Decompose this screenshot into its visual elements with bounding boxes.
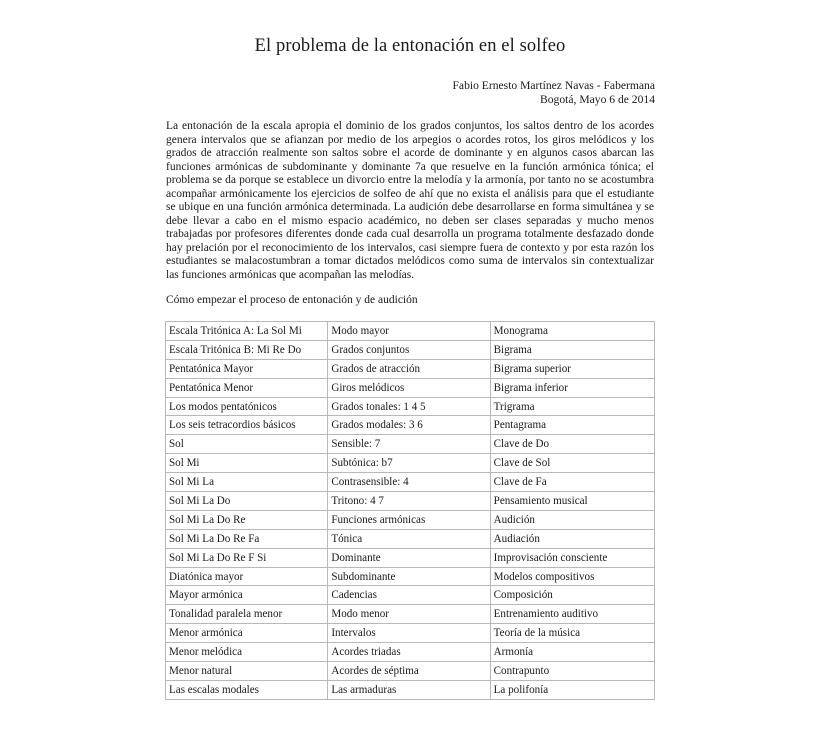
table-row [166,567,655,586]
date-line: Bogotá, Mayo 6 de 2014 [540,93,655,106]
table-cell-col2: Intervalos [328,624,490,643]
table-row [166,586,655,605]
table-cell-col1: Diatónica mayor [166,567,328,586]
table-cell-col1: Menor natural [166,662,328,681]
table-cell-col1: Sol Mi La Do Re [166,510,328,529]
table-row [166,643,655,662]
table-cell-col2: Grados conjuntos [328,340,490,359]
table-cell-col1: Mayor armónica [166,586,328,605]
table-cell-col3: Clave de Fa [490,473,654,492]
table-cell-col1: Sol Mi La Do Re Fa [166,529,328,548]
table-cell-col1: Sol Mi La [166,473,328,492]
table-row [166,359,655,378]
table-cell-col3: La polifonía [490,680,654,699]
table-cell-col3: Pensamiento musical [490,492,654,511]
table-cell-col1: Escala Tritónica B: Mi Re Do [166,340,328,359]
table-row [166,662,655,681]
table-row [166,624,655,643]
table-cell-col2: Modo mayor [328,322,490,341]
table-cell-col2: Subdominante [328,567,490,586]
topics-table-body [166,322,655,700]
table-row [166,340,655,359]
table-cell-col2: Contrasensible: 4 [328,473,490,492]
table-cell-col1: Los seis tetracordios básicos [166,416,328,435]
table-cell-col3: Improvisación consciente [490,548,654,567]
table-row [166,473,655,492]
table-cell-col1: Menor armónica [166,624,328,643]
author-block [452,79,655,107]
table-row [166,454,655,473]
table-cell-col2: Tritono: 4 7 [328,492,490,511]
table-row [166,416,655,435]
table-row [166,548,655,567]
table-cell-col3: Pentagrama [490,416,654,435]
table-cell-col2: Acordes de séptima [328,662,490,681]
table-cell-col1: Sol Mi La Do [166,492,328,511]
author-line: Fabio Ernesto Martínez Navas - Fabermana [452,79,655,92]
table-row [166,510,655,529]
table-cell-col2: Grados tonales: 1 4 5 [328,397,490,416]
table-cell-col1: Los modos pentatónicos [166,397,328,416]
table-cell-col3: Teoría de la música [490,624,654,643]
table-cell-col3: Modelos compositivos [490,567,654,586]
table-cell-col1: Menor melódica [166,643,328,662]
table-row [166,680,655,699]
table-cell-col2: Subtónica: b7 [328,454,490,473]
body-paragraph: La entonación de la escala apropia el dominio de los grados conjuntos, los saltos dentro de los acordes genera intervalos que se afianzan por medio de los arpegios o acordes rotos, los giros melódicos y los grados de atracción realmente son saltos sobre el acorde de dominante y en algunos casos abarcan las funciones armónicas de subdominante y dominante 7a que resuelve en la función armónica tónica; el problema se da porque se establece un divorcio entre la melodía y la armonía, por tanto no se acostumbra acompañar armónicamente los ejercicios de solfeo de ahí que no exista el análisis para que el estudiante se ubique en una función armónica determinada. La audición debe desarrollarse en forma simultánea y se debe llevar a cabo en el mismo espacio académico, no deben ser clases separadas y mucho menos trabajadas por profesores diferentes donde cada cual desarrolla un programa totalmente desfazado donde hay prelación por el reconocimiento de los intervalos, casi siempre fuera de contexto y por esta razón los estudiantes se malacostumbran a tomar dictados melódicos como suma de intervalos sin contextualizar las funciones armónicas que acompañan las melodías. [166,120,654,282]
table-cell-col3: Clave de Sol [490,454,654,473]
table-cell-col2: Grados de atracción [328,359,490,378]
table-cell-col3: Audición [490,510,654,529]
table-cell-col3: Bigrama inferior [490,378,654,397]
table-cell-col3: Trigrama [490,397,654,416]
document-title: El problema de la entonación en el solfeo [254,36,566,56]
table-cell-col3: Bigrama [490,340,654,359]
table-cell-col3: Monograma [490,322,654,341]
table-cell-col1: Sol Mi [166,454,328,473]
table-cell-col3: Bigrama superior [490,359,654,378]
table-cell-col2: Modo menor [328,605,490,624]
table-cell-col1: Pentatónica Menor [166,378,328,397]
table-row [166,322,655,341]
table-cell-col1: Tonalidad paralela menor [166,605,328,624]
table-row [166,378,655,397]
table-cell-col2: Las armaduras [328,680,490,699]
table-row [166,605,655,624]
table-cell-col3: Armonía [490,643,654,662]
table-cell-col2: Cadencias [328,586,490,605]
table-cell-col2: Tónica [328,529,490,548]
table-cell-col2: Giros melódicos [328,378,490,397]
table-cell-col1: Pentatónica Mayor [166,359,328,378]
table-cell-col3: Entrenamiento auditivo [490,605,654,624]
table-intro: Cómo empezar el proceso de entonación y de audición [166,294,418,306]
table-cell-col3: Contrapunto [490,662,654,681]
table-cell-col1: Sol Mi La Do Re F Si [166,548,328,567]
table-cell-col1: Escala Tritónica A: La Sol Mi [166,322,328,341]
table-cell-col3: Clave de Do [490,435,654,454]
table-cell-col3: Audiación [490,529,654,548]
table-cell-col2: Grados modales: 3 6 [328,416,490,435]
table-cell-col2: Acordes triadas [328,643,490,662]
table-cell-col1: Las escalas modales [166,680,328,699]
table-cell-col2: Dominante [328,548,490,567]
topics-table [165,321,655,700]
table-row [166,492,655,511]
table-cell-col1: Sol [166,435,328,454]
table-cell-col2: Sensible: 7 [328,435,490,454]
table-row [166,435,655,454]
table-cell-col3: Composición [490,586,654,605]
table-row [166,397,655,416]
table-row [166,529,655,548]
table-cell-col2: Funciones armónicas [328,510,490,529]
